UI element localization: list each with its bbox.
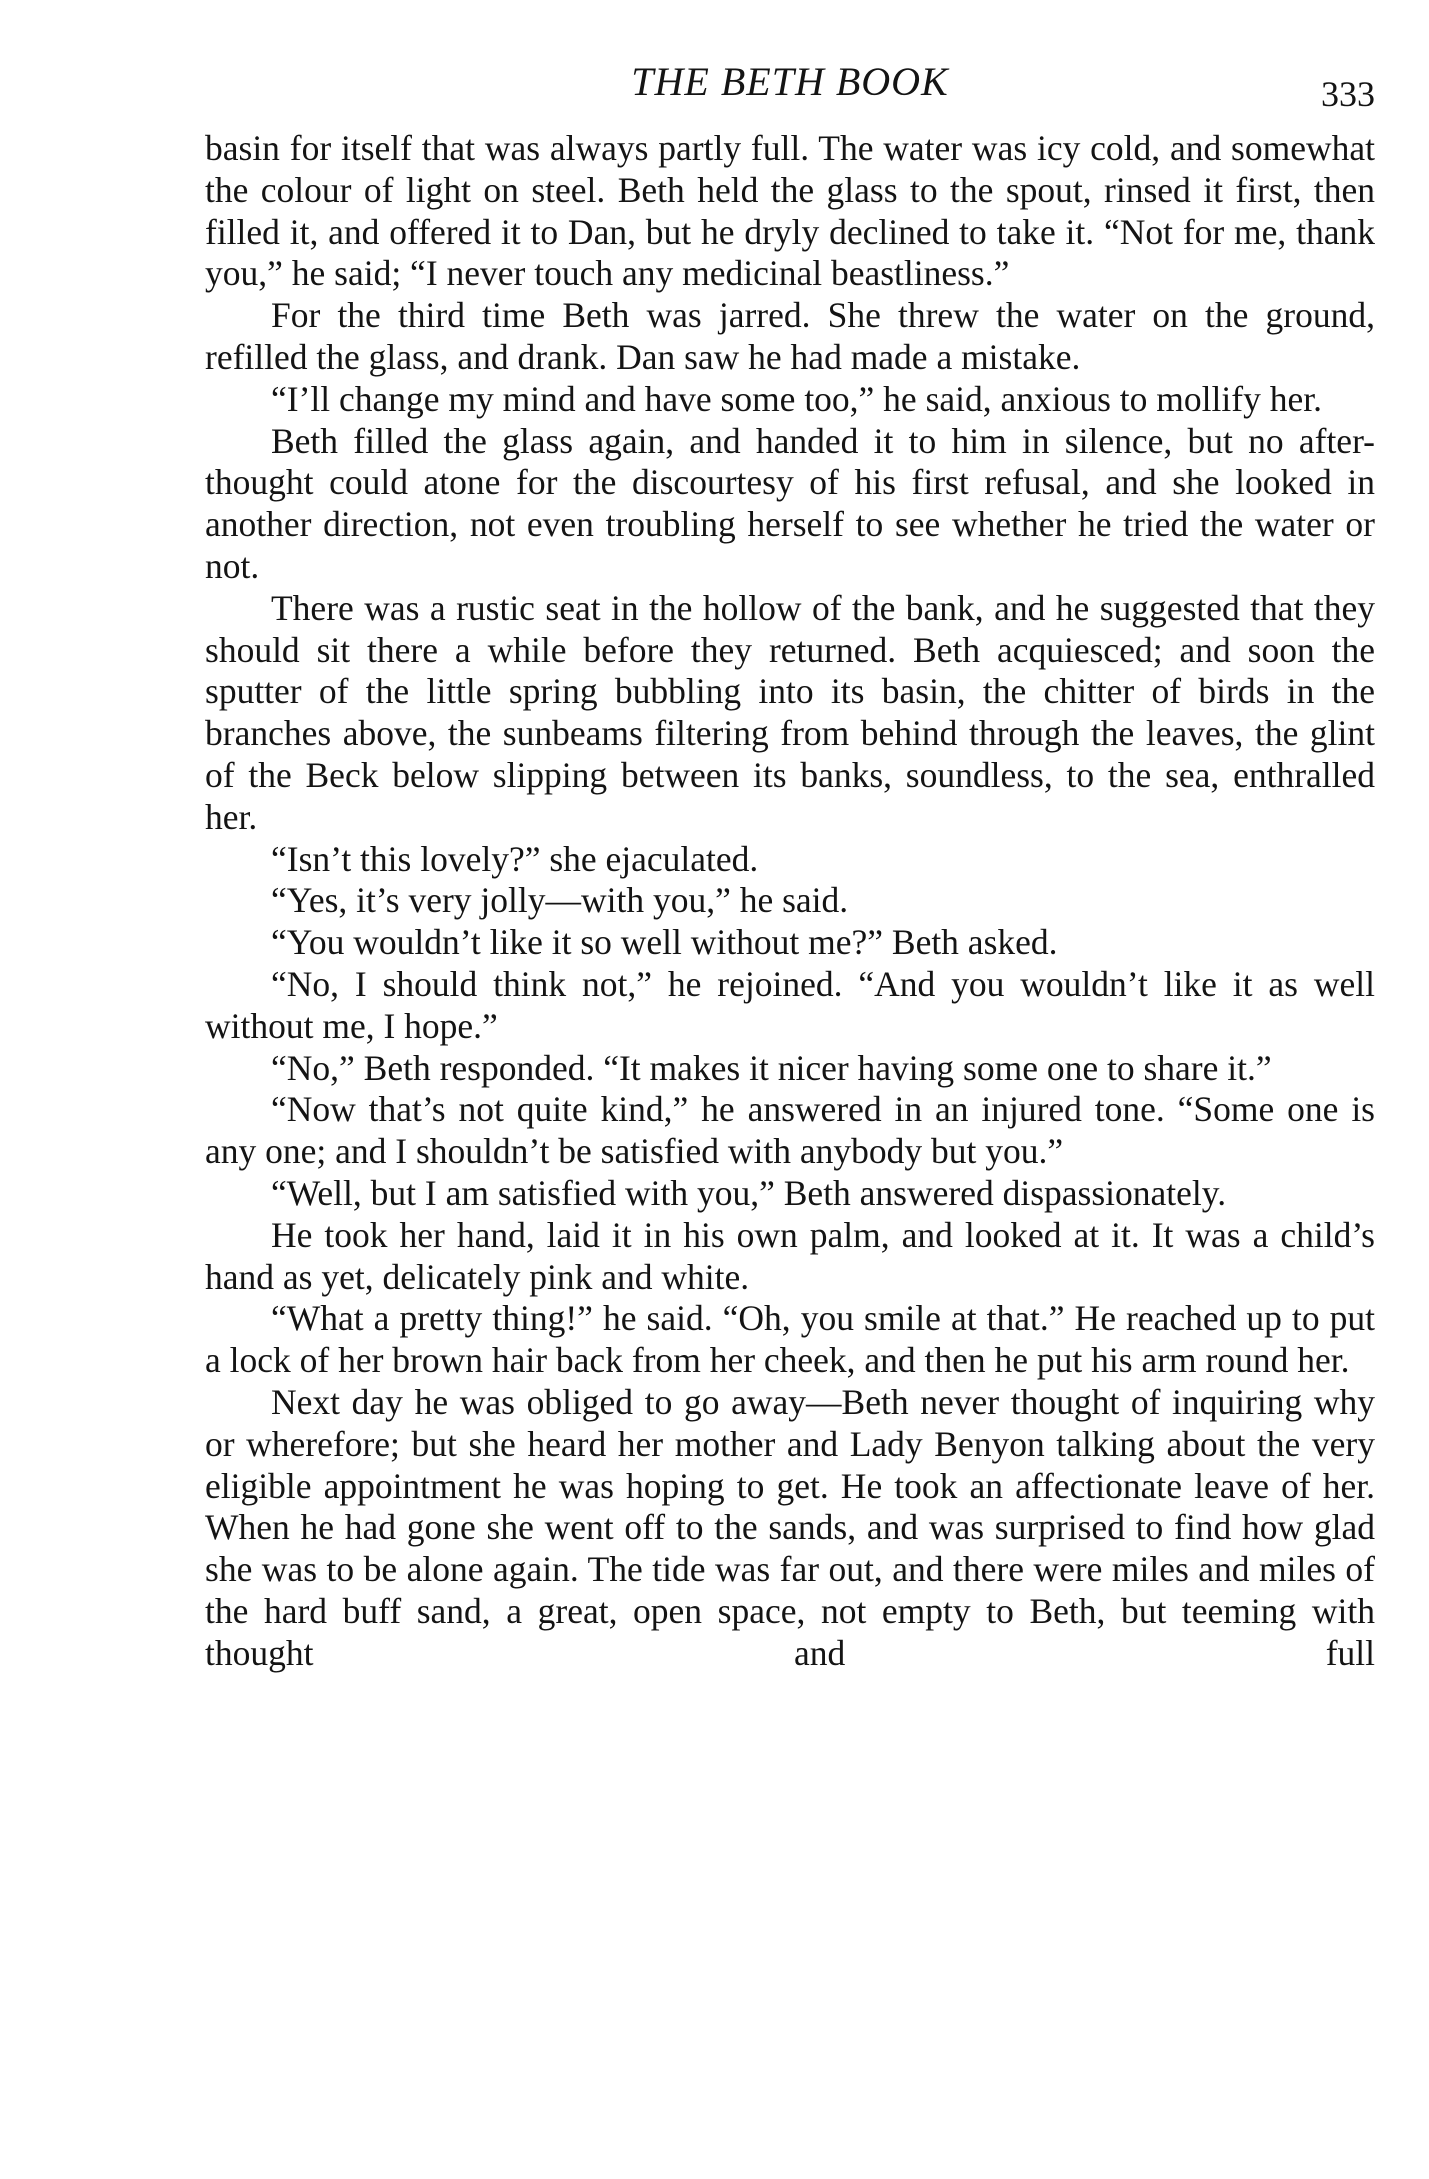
paragraph: “No,” Beth responded. “It makes it nicer having some one to share it.” <box>271 1047 1272 1088</box>
paragraph: “Yes, it’s very jolly—with you,” he said. <box>271 880 849 921</box>
body-text <box>205 128 1375 1674</box>
paragraph: basin for itself that was always partly full. The water was icy cold, and somewhat the colour of light on steel. Beth held the glass to the spout, rinsed it first, then filled it, and offered it to Dan, but he dryly declined to take it. “Not for me, thank you,” he said; “I never touch any medicinal beastliness.” <box>205 128 1375 294</box>
paragraph: “No, I should think not,” he rejoined. “And you wouldn’t like it as well without me, I hope.” <box>205 963 1375 1046</box>
paragraph: Next day he was obliged to go away—Beth never thought of inquiring why or wherefore; but she heard her mother and Lady Benyon talking about the very eligible appointment he was hoping to get. He took an affectionate leave of her. When he had gone she went off to the sands, and was surprised to find how glad she was to be alone again. The tide was far out, and there were miles and miles of the hard buff sand, a great, open space, not empty to Beth, but teeming with thought and full <box>205 1381 1375 1673</box>
paragraph: Beth filled the glass again, and handed it to him in silence, but no after-thought could atone for the discourtesy of his first refusal, and she looked in another direction, not even troubling herself to see whether he tried the water or not. <box>205 420 1375 586</box>
running-head <box>205 58 1375 118</box>
paragraph: There was a rustic seat in the hollow of the bank, and he suggested that they should sit there a while before they returned. Beth acquiesced; and soon the sputter of the little spring bubbling into its basin, the chitter of birds in the branches above, the sunbeams filtering from behind through the leaves, the glint of the Beck below slipping between its banks, soundless, to the sea, enthralled her. <box>205 587 1375 837</box>
paragraph: For the third time Beth was jarred. She threw the water on the ground, refilled the glass, and drank. Dan saw he had made a mistake. <box>205 295 1375 377</box>
page-number: 333 <box>1321 74 1375 114</box>
paragraph: “I’ll change my mind and have some too,” he said, anxious to mollify her. <box>271 378 1322 419</box>
paragraph: “Well, but I am satisfied with you,” Beth answered dispassionately. <box>271 1172 1227 1213</box>
paragraph: “What a pretty thing!” he said. “Oh, you smile at that.” He reached up to put a lock of her brown hair back from her cheek, and then he put his arm round her. <box>205 1298 1375 1381</box>
paragraph: He took her hand, laid it in his own palm, and looked at it. It was a child’s hand as yet, delicately pink and white. <box>205 1214 1375 1297</box>
paragraph: “You wouldn’t like it so well without me?” Beth asked. <box>271 922 1058 963</box>
running-title: THE BETH BOOK <box>631 59 949 104</box>
paragraph: “Now that’s not quite kind,” he answered in an injured tone. “Some one is any one; and I shouldn’t be satisfied with anybody but you.” <box>205 1089 1375 1172</box>
paragraph: “Isn’t this lovely?” she ejaculated. <box>271 838 759 879</box>
